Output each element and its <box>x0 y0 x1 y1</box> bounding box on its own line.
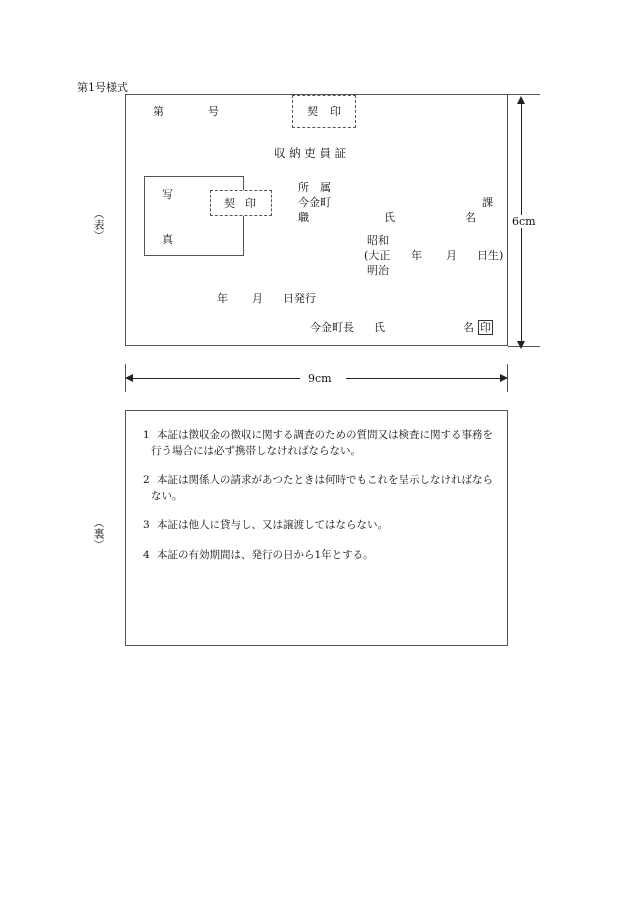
height-dim-label: 6cm <box>512 215 536 228</box>
note-text-line1: 本証の有効期間は、発行の日から1年とする。 <box>157 549 374 561</box>
note-number: 3 <box>143 519 150 531</box>
era-taisho: (大正 <box>364 249 391 262</box>
card-title: 収 納 吏 員 証 <box>274 146 347 160</box>
mayor-name-mei: 名 <box>463 321 474 334</box>
note-text-line2: ない。 <box>151 490 183 502</box>
section-label: 課 <box>482 196 493 209</box>
arrow-down-icon <box>517 341 525 349</box>
arrow-up-icon <box>517 96 525 104</box>
birth-day-label: 日生) <box>477 249 504 262</box>
job-label: 職 <box>298 211 309 224</box>
arrow-right-icon <box>500 374 508 382</box>
note-text-line1: 本証は他人に貸与し、又は譲渡してはならない。 <box>157 519 388 531</box>
note-text-line2: 行う場合には必ず携帯しなければならない。 <box>151 445 361 457</box>
note-item <box>143 427 505 459</box>
width-dim-label: 9cm <box>308 372 332 385</box>
birth-month-label: 月 <box>446 249 457 262</box>
note-item <box>143 547 505 563</box>
width-dim-line-left <box>130 378 300 379</box>
front-side-label: （表） <box>92 208 105 241</box>
seal-box-top <box>292 95 356 128</box>
note-number: 2 <box>143 474 150 486</box>
seal-top-label: 契印 <box>307 105 353 118</box>
mayor-name-shi: 氏 <box>374 321 385 334</box>
seal-stamp <box>478 320 493 335</box>
height-dim-top-tick <box>508 94 540 95</box>
issue-month-label: 月 <box>252 292 263 305</box>
note-text-line1: 本証は徴収金の徴収に関する調査のための質問又は検査に関する事務を <box>157 429 493 441</box>
town-label: 今金町 <box>298 196 331 209</box>
issue-day-label: 日発行 <box>283 292 316 305</box>
issue-year-label: 年 <box>217 292 228 305</box>
seal-box-photo <box>210 190 272 216</box>
seal-stamp-label: 印 <box>480 321 491 334</box>
affiliation-label: 所 属 <box>298 181 331 194</box>
number-label-dai: 第 <box>153 105 164 118</box>
note-number: 1 <box>143 429 150 441</box>
era-meiji: 明治 <box>367 264 389 277</box>
name-label-mei: 名 <box>465 211 476 224</box>
photo-label-shin: 真 <box>162 233 173 246</box>
note-text-line1: 本証は関係人の請求があつたときは何時でもこれを呈示しなければなら <box>157 474 493 486</box>
name-label-shi: 氏 <box>384 211 395 224</box>
birth-year-label: 年 <box>411 249 422 262</box>
photo-label-sha: 写 <box>162 188 173 201</box>
mayor-label: 今金町長 <box>310 321 354 334</box>
form-title: 第1号様式 <box>77 81 128 94</box>
number-label-go: 号 <box>208 105 219 118</box>
width-dim-line-right <box>346 378 504 379</box>
arrow-left-icon <box>125 374 133 382</box>
era-showa: 昭和 <box>367 234 389 247</box>
note-item <box>143 472 505 504</box>
note-number: 4 <box>143 549 150 561</box>
note-item <box>143 517 505 533</box>
back-side-label: （裏） <box>92 517 105 550</box>
photo-box <box>144 176 244 256</box>
seal-photo-label: 契印 <box>224 197 266 210</box>
